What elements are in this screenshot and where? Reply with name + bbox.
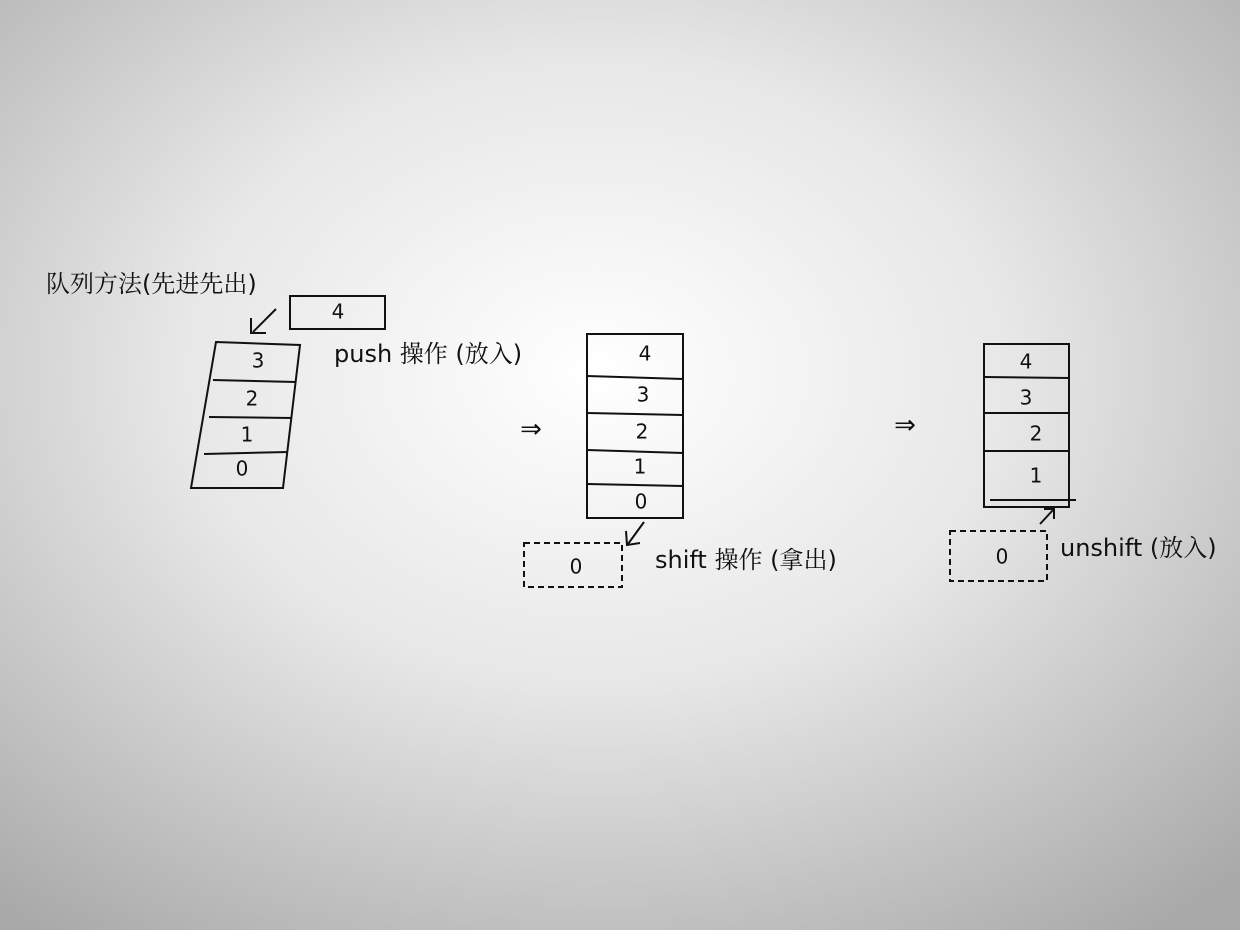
shift-cell: 4	[638, 341, 652, 366]
push-cell: 1	[240, 422, 254, 447]
unshift-cell: 3	[1019, 385, 1033, 410]
push-cell: 0	[235, 456, 249, 481]
push-label: push 操作 (放入)	[334, 340, 523, 368]
shift-cell: 2	[635, 419, 649, 444]
shift-removed-value: 0	[569, 554, 583, 579]
unshift-cell: 1	[1029, 463, 1043, 488]
push-cell: 3	[251, 348, 265, 373]
diagram-title: 队列方法(先进先出)	[46, 270, 257, 298]
unshift-added-value: 0	[995, 544, 1009, 569]
unshift-cell: 4	[1019, 349, 1033, 374]
transition-arrow: ⇒	[894, 410, 916, 441]
transition-arrow: ⇒	[520, 414, 542, 445]
shift-cell: 1	[633, 454, 647, 479]
shift-cell: 3	[636, 382, 650, 407]
push-incoming-value: 4	[331, 299, 345, 324]
unshift-label: unshift (放入)	[1060, 534, 1217, 562]
unshift-cell: 2	[1029, 421, 1043, 446]
shift-label: shift 操作 (拿出)	[655, 546, 837, 574]
shift-cell: 0	[634, 489, 648, 514]
push-cell: 2	[245, 386, 259, 411]
